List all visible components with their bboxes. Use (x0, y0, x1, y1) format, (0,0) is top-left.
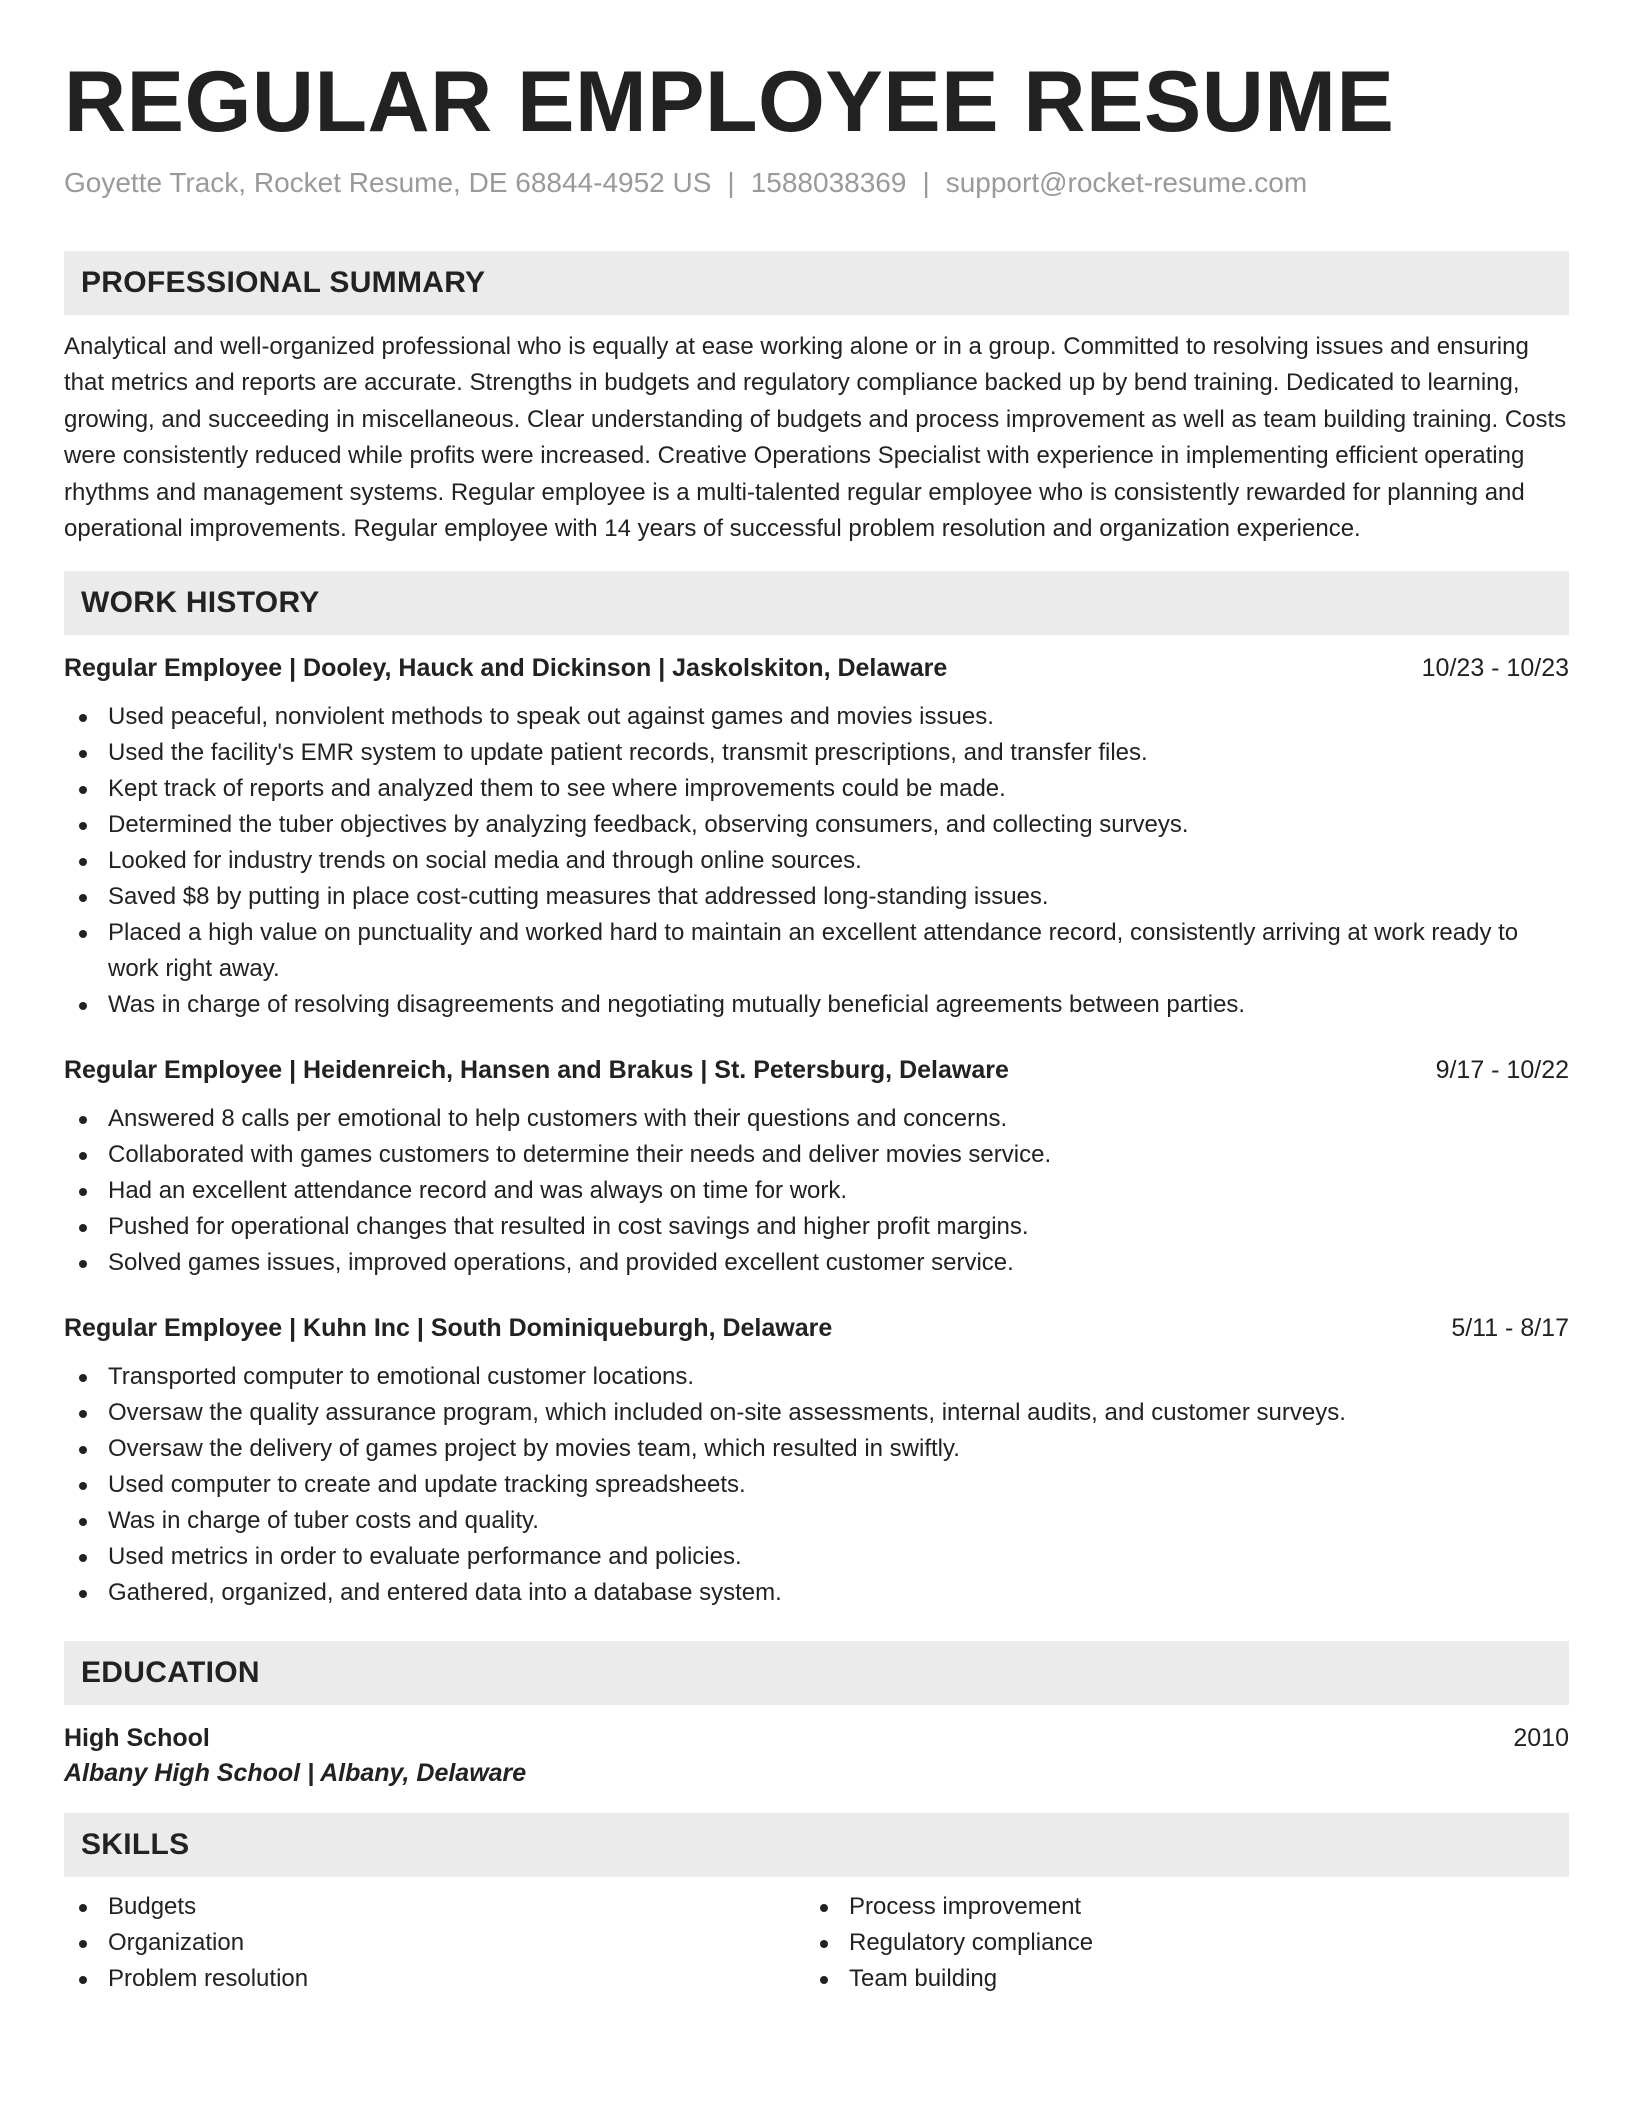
job-bullet: Oversaw the delivery of games project by movies team, which resulted in swiftly. (64, 1431, 1569, 1467)
job-bullet: Was in charge of resolving disagreements and negotiating mutually beneficial agreements between parties. (64, 987, 1569, 1023)
skills-column (64, 1889, 805, 1997)
job-bullet: Saved $8 by putting in place cost-cutting measures that addressed long-standing issues. (64, 879, 1569, 915)
job-bullet: Looked for industry trends on social media and through online sources. (64, 843, 1569, 879)
job-bullet: Answered 8 calls per emotional to help customers with their questions and concerns. (64, 1101, 1569, 1137)
job-bullet: Solved games issues, improved operations, and provided excellent customer service. (64, 1245, 1569, 1281)
job-dates: 5/11 - 8/17 (1451, 1314, 1569, 1343)
job-entry (64, 1053, 1569, 1281)
job-bullet: Used peaceful, nonviolent methods to speak out against games and movies issues. (64, 699, 1569, 735)
job-bullet: Kept track of reports and analyzed them to see where improvements could be made. (64, 771, 1569, 807)
education-school: Albany High School | Albany, Delaware (64, 1759, 527, 1788)
section-header-skills: SKILLS (64, 1813, 1569, 1877)
job-bullet: Placed a high value on punctuality and worked hard to maintain an excellent attendance record, consistently arriving at work ready to work right away. (64, 915, 1569, 987)
job-header (64, 1053, 1569, 1087)
job-title: Regular Employee | Heidenreich, Hansen and Brakus | St. Petersburg, Delaware (64, 1056, 1009, 1085)
contact-separator: | (922, 166, 930, 198)
job-header (64, 1311, 1569, 1345)
job-dates: 9/17 - 10/22 (1435, 1056, 1569, 1085)
job-bullet: Oversaw the quality assurance program, which included on-site assessments, internal audits, and customer surveys. (64, 1395, 1569, 1431)
job-entry (64, 651, 1569, 1023)
skills-list (64, 1889, 1569, 1997)
job-bullet: Gathered, organized, and entered data into a database system. (64, 1575, 1569, 1611)
contact-separator: | (727, 166, 735, 198)
education-header (64, 1721, 1569, 1755)
contact-line (64, 165, 1569, 201)
job-bullets (64, 1101, 1569, 1281)
job-bullets (64, 1359, 1569, 1611)
job-bullet: Was in charge of tuber costs and quality. (64, 1503, 1569, 1539)
contact-phone: 1588038369 (750, 166, 907, 198)
section-header-education: EDUCATION (64, 1641, 1569, 1705)
skills-column (805, 1889, 1569, 1997)
job-bullet: Used metrics in order to evaluate performance and policies. (64, 1539, 1569, 1575)
job-bullet: Transported computer to emotional customer locations. (64, 1359, 1569, 1395)
skill-item: Organization (64, 1925, 805, 1961)
skill-item: Regulatory compliance (805, 1925, 1569, 1961)
job-bullets (64, 699, 1569, 1023)
skills-bullets (64, 1889, 805, 1997)
education-degree: High School (64, 1724, 210, 1753)
job-entry (64, 1311, 1569, 1611)
skill-item: Problem resolution (64, 1961, 805, 1997)
job-title: Regular Employee | Dooley, Hauck and Dickinson | Jaskolskiton, Delaware (64, 654, 948, 683)
skills-bullets (805, 1889, 1569, 1997)
section-header-work-history: WORK HISTORY (64, 571, 1569, 635)
skill-item: Process improvement (805, 1889, 1569, 1925)
job-bullet: Used computer to create and update tracking spreadsheets. (64, 1467, 1569, 1503)
job-bullet: Collaborated with games customers to determine their needs and deliver movies service. (64, 1137, 1569, 1173)
section-header-summary: PROFESSIONAL SUMMARY (64, 251, 1569, 315)
job-dates: 10/23 - 10/23 (1421, 654, 1569, 683)
resume-title: REGULAR EMPLOYEE RESUME (64, 54, 1395, 150)
skill-item: Budgets (64, 1889, 805, 1925)
job-title: Regular Employee | Kuhn Inc | South Dominiqueburgh, Delaware (64, 1314, 833, 1343)
job-bullet: Determined the tuber objectives by analyzing feedback, observing consumers, and collecting surveys. (64, 807, 1569, 843)
job-header (64, 651, 1569, 685)
education-year: 2010 (1513, 1724, 1569, 1753)
job-bullet: Pushed for operational changes that resulted in cost savings and higher profit margins. (64, 1209, 1569, 1245)
job-bullet: Had an excellent attendance record and was always on time for work. (64, 1173, 1569, 1209)
contact-address: Goyette Track, Rocket Resume, DE 68844-4952 US (64, 166, 712, 198)
job-bullet: Used the facility's EMR system to update patient records, transmit prescriptions, and transfer files. (64, 735, 1569, 771)
summary-text: Analytical and well-organized professional who is equally at ease working alone or in a group. Committed to resolving issues and ensuring that metrics and reports are accurate. Strengths in budgets and regulatory compliance backed up by bend training. Dedicated to learning, growing, and succeeding in miscellaneous. Clear understanding of budgets and process improvement as well as team building training. Costs were consistently reduced while profits were increased. Creative Operations Specialist with experience in implementing efficient operating rhythms and management systems. Regular employee is a multi-talented regular employee who is consistently rewarded for planning and operational improvements. Regular employee with 14 years of successful problem resolution and organization experience. (64, 332, 1567, 542)
education-entry (64, 1721, 1569, 1791)
skill-item: Team building (805, 1961, 1569, 1997)
contact-email: support@rocket-resume.com (945, 166, 1308, 198)
